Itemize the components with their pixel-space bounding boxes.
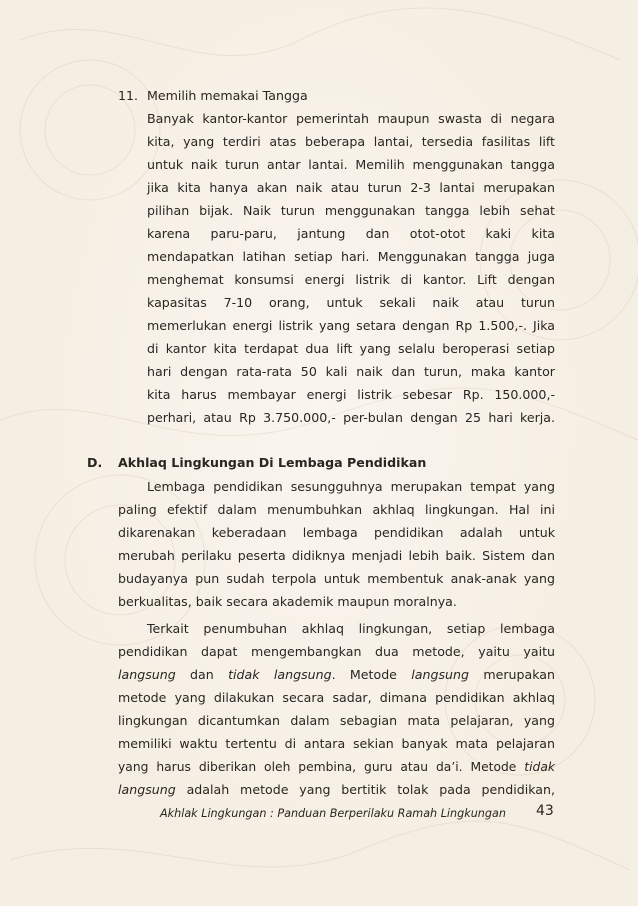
text-line: menghemat konsumsi energi listrik di kantor. Lift dengan (147, 272, 555, 287)
text-line: jika kita hanya akan naik atau turun 2-3 lantai merupakan (147, 180, 555, 195)
text-line: memiliki waktu tertentu di antara sekian banyak mata pelajaran (118, 736, 555, 751)
text-line: karena paru-paru, jantung dan otot-otot kaki kita (147, 226, 555, 241)
text-line: Banyak kantor-kantor pemerintah maupun swasta di negara (147, 111, 555, 126)
italic-term: langsung (411, 667, 469, 682)
section-heading: Akhlaq Lingkungan Di Lembaga Pendidikan (118, 455, 427, 470)
text-fragment: yang harus diberikan oleh pembina, guru atau da’i. Metode (118, 760, 525, 774)
text-line: mendapatkan latihan setiap hari. Menggunakan tangga juga (147, 249, 555, 264)
text-line-mixed (118, 664, 555, 687)
text-line: perhari, atau Rp 3.750.000,- per-bulan dengan 25 hari kerja. (147, 410, 555, 425)
text-line: untuk naik turun antar lantai. Memilih menggunakan tangga (147, 157, 555, 172)
text-line: metode yang dilakukan secara sadar, dimana pendidikan akhlaq (118, 690, 555, 705)
list-number: 11. (118, 88, 139, 103)
text-line: memerlukan energi listrik yang setara dengan Rp 1.500,-. Jika (147, 318, 555, 333)
text-fragment: adalah metode yang bertitik tolak pada pendidikan, (175, 782, 555, 797)
text-line-mixed (118, 779, 555, 802)
text-line: Lembaga pendidikan sesungguhnya merupakan tempat yang (147, 479, 555, 494)
section-letter: D. (87, 455, 103, 470)
text-line-mixed (118, 756, 555, 779)
text-line: pendidikan dapat mengembangkan dua metode, yaitu yaitu (118, 644, 555, 659)
page-number: 43 (536, 803, 554, 819)
text-line: pilihan bijak. Naik turun menggunakan tangga lebih sehat (147, 203, 555, 218)
text-line: Terkait penumbuhan akhlaq lingkungan, setiap lembaga (147, 621, 555, 636)
list-item-title: Memilih memakai Tangga (147, 88, 308, 103)
text-line: kita harus membayar energi listrik sebesar Rp. 150.000,- (147, 387, 555, 402)
text-fragment: . Metode (331, 667, 412, 682)
text-line: merubah perilaku peserta didiknya menjadi lebih baik. Sistem dan (118, 548, 555, 563)
italic-term: langsung (118, 667, 176, 682)
text-line: berkualitas, baik secara akademik maupun moralnya. (118, 594, 457, 609)
text-line: kapasitas 7-10 orang, untuk sekali naik atau turun (147, 295, 555, 310)
text-line: dikarenakan keberadaan lembaga pendidikan adalah untuk (118, 525, 555, 540)
italic-term: tidak (524, 760, 555, 774)
text-line: di kantor kita terdapat dua lift yang selalu beroperasi setiap (147, 341, 555, 356)
text-line: hari dengan rata-rata 50 kali naik dan turun, maka kantor (147, 364, 555, 379)
running-footer: Akhlak Lingkungan : Panduan Berperilaku Ramah Lingkungan (160, 807, 506, 820)
text-line: lingkungan dicantumkan dalam sebagian mata pelajaran, yang (118, 713, 555, 728)
text-line: paling efektif dalam menumbuhkan akhlaq lingkungan. Hal ini (118, 502, 555, 517)
text-fragment: merupakan (469, 667, 555, 682)
italic-term: langsung (118, 782, 176, 797)
text-line: kita, yang terdiri atas beberapa lantai, tersedia fasilitas lift (147, 134, 555, 149)
italic-term: tidak langsung (228, 667, 332, 682)
text-fragment: dan (175, 667, 229, 682)
text-line: budayanya pun sudah terpola untuk membentuk anak-anak yang (118, 571, 555, 586)
